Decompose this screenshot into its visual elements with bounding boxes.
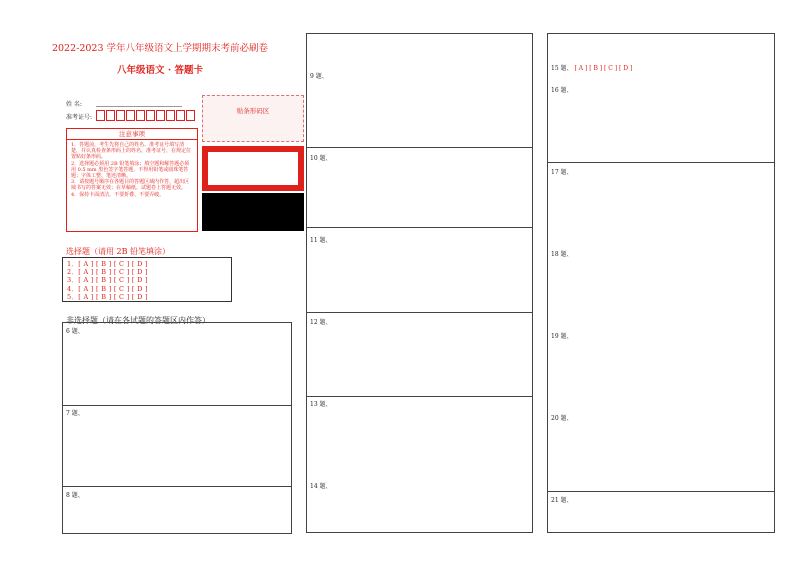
question-7-label: 7 题、 — [66, 410, 84, 417]
sheet-subtitle: 八年级语文 · 答题卡 — [117, 65, 203, 76]
divider — [306, 396, 533, 397]
divider — [547, 491, 775, 492]
exam-id-boxes[interactable] — [96, 110, 196, 121]
choice-row[interactable]: 5．[ A ] [ B ] [ C ] [ D ] — [67, 292, 148, 301]
name-label: 姓 名: — [66, 101, 82, 108]
choice-row[interactable]: 3．[ A ] [ B ] [ C ] [ D ] — [67, 276, 148, 285]
question-16-label: 16 题、 — [551, 87, 573, 94]
barcode-area — [202, 95, 304, 142]
notice-title: 注意事项 — [67, 129, 197, 140]
divider — [547, 162, 775, 163]
absent-mark-box[interactable] — [202, 146, 304, 191]
question-15-choices[interactable]: [ A ] [ B ] [ C ] [ D ] — [574, 65, 633, 72]
question-9-label: 9 题、 — [310, 73, 328, 80]
id-digit-box[interactable] — [166, 110, 175, 121]
id-digit-box[interactable] — [146, 110, 155, 121]
id-digit-box[interactable] — [176, 110, 185, 121]
id-digit-box[interactable] — [186, 110, 195, 121]
notice-item: 2．选择题必须用 2B 铅笔填涂；填空题和解答题必须用 0.5 mm 黑色签字笔答题，不得用铅笔或圆珠笔答题；字体工整、笔迹清晰。 — [71, 160, 190, 180]
question-8-label: 8 题、 — [66, 492, 84, 499]
choice-row[interactable]: 2．[ A ] [ B ] [ C ] [ D ] — [67, 268, 148, 277]
question-6-label: 6 题、 — [66, 328, 84, 335]
answer-area-left — [62, 322, 292, 534]
choice-row[interactable]: 4．[ A ] [ B ] [ C ] [ D ] — [67, 284, 148, 293]
notice-body — [67, 140, 197, 200]
question-21-label: 21 题、 — [551, 497, 573, 504]
name-field[interactable] — [96, 106, 182, 107]
question-19-label: 19 题、 — [551, 333, 573, 340]
id-digit-box[interactable] — [136, 110, 145, 121]
id-digit-box[interactable] — [156, 110, 165, 121]
notice-box — [66, 128, 198, 232]
choice-row[interactable]: 1．[ A ] [ B ] [ C ] [ D ] — [67, 260, 148, 268]
notice-item: 1．答题前，考生先将自己的姓名、准考证号填写清楚，并认真检查条形码上的姓名、准考证号，在规定位置贴好条形码。 — [71, 142, 192, 161]
question-18-label: 18 题、 — [551, 251, 573, 258]
barcode-label: 贴条形码区 — [236, 107, 270, 115]
question-12-label: 12 题、 — [310, 319, 332, 326]
id-digit-box[interactable] — [106, 110, 115, 121]
id-digit-box[interactable] — [96, 110, 105, 121]
id-digit-box[interactable] — [116, 110, 125, 121]
exam-id-label: 准考证号: — [66, 114, 93, 121]
divider — [306, 147, 533, 148]
id-digit-box[interactable] — [126, 110, 135, 121]
divider — [62, 486, 292, 487]
question-17-label: 17 题、 — [551, 169, 573, 176]
question-10-label: 10 题、 — [310, 155, 332, 162]
black-mark-block — [202, 193, 304, 231]
choice-section-title: 选择题（请用 2B 铅笔填涂） — [66, 247, 171, 256]
question-11-label: 11 题、 — [310, 237, 332, 244]
answer-area-middle — [306, 33, 533, 533]
notice-item: 3．请按题号顺序在各题目的答题区域内作答，超出区域书写的答案无效；在草稿纸、试题卷上答题无效。 — [71, 179, 190, 192]
question-14-label: 14 题、 — [310, 483, 332, 490]
choice-answer-box — [62, 257, 232, 302]
sheet-title: 2022-2023 学年八年级语文上学期期末考前必刷卷 — [51, 43, 269, 54]
non-choice-section-title: 非选择题（请在各试题的答题区内作答） — [66, 316, 210, 325]
question-20-label: 20 题、 — [551, 415, 573, 422]
question-15-number: 15 题、 — [551, 65, 573, 72]
divider — [306, 312, 533, 313]
divider — [306, 227, 533, 228]
question-13-label: 13 题、 — [310, 401, 332, 408]
divider — [62, 405, 292, 406]
notice-item: 4．保持卡面清洁，不要折叠、不要弄破。 — [71, 191, 165, 198]
answer-area-right — [547, 33, 775, 533]
question-15-label — [551, 63, 632, 72]
